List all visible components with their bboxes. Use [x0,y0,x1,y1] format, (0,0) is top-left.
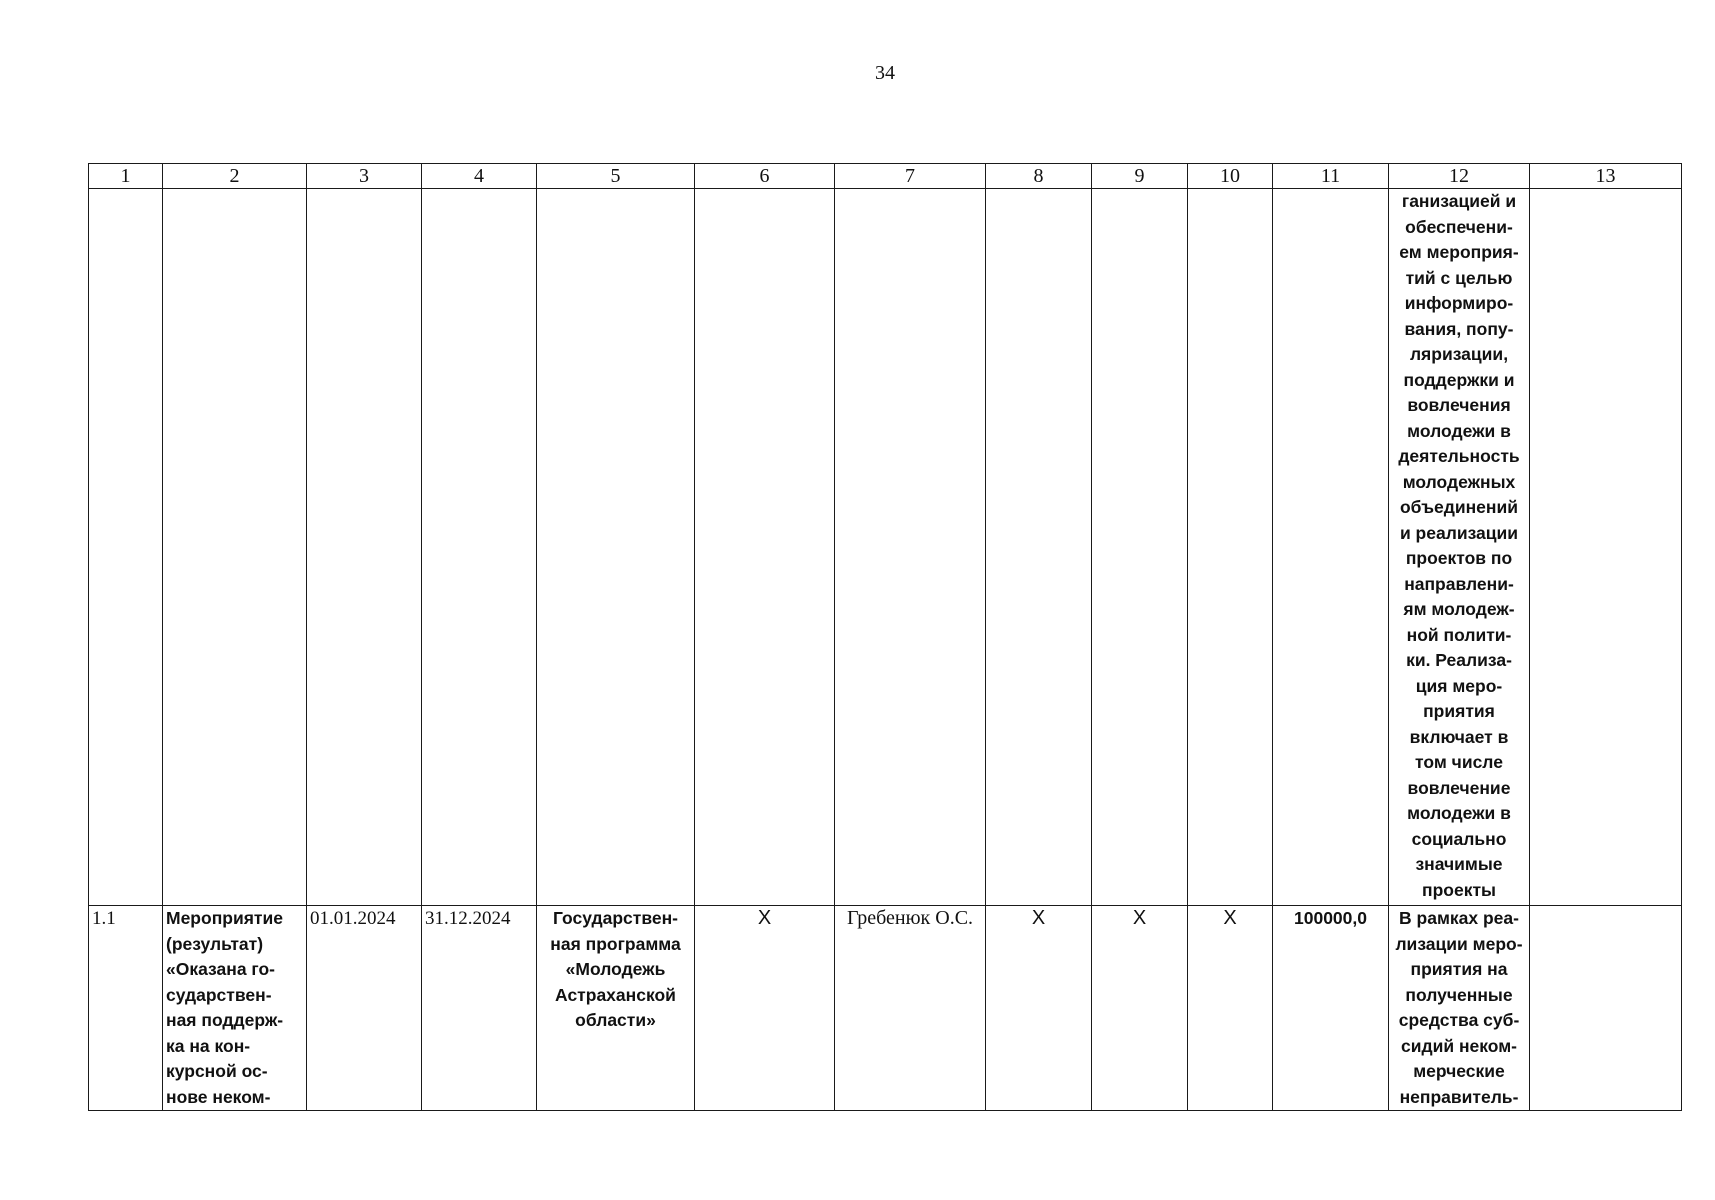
cell-empty [695,189,835,906]
cell-empty [986,189,1092,906]
responsible-cell: Гребенюк О.С. [835,906,986,1111]
column-header-12: 12 [1389,164,1530,189]
text-line: полученные [1405,984,1513,1005]
text-line: ная поддерж- [166,1010,284,1030]
cell-empty [1188,189,1273,906]
text-line: Астраханской [555,984,676,1005]
column-header-2: 2 [163,164,307,189]
text-line: значимые [1415,854,1503,874]
text-line: ной полити- [1406,624,1512,645]
text-line: ки. Реализа- [1406,650,1512,670]
item-number-cell: 1.1 [89,906,163,1111]
text-line: вания, попу- [1404,318,1514,339]
text-line: сидий неком- [1400,1035,1518,1056]
text-line: ка на кон- [166,1035,251,1056]
text-line: включает в [1409,726,1509,747]
col9-mark-cell: X [1092,906,1188,1111]
cell-empty [835,189,986,906]
text-line: «Молодежь [565,959,666,979]
text-line: курсной ос- [166,1061,268,1081]
item-name-cell [163,906,307,1111]
text-line: проекты [1422,879,1496,900]
start-date-cell: 01.01.2024 [307,906,422,1111]
text-line: лизации меро- [1395,933,1523,954]
column-header-1: 1 [89,164,163,189]
column-header-10: 10 [1188,164,1273,189]
amount-cell: 100000,0 [1273,906,1389,1111]
col8-mark-cell: X [986,906,1092,1111]
text-line: ям молодеж- [1403,599,1515,619]
text-line: приятия [1423,701,1495,721]
col13-cell [1530,906,1682,1111]
column-header-7: 7 [835,164,986,189]
cell-empty [422,189,537,906]
column-header-4: 4 [422,164,537,189]
program-cell [537,906,695,1111]
text-line: молодежи в [1407,803,1511,823]
text-line: неправитель- [1399,1086,1519,1107]
text-line: нове неком- [166,1086,271,1107]
text-line: ция меро- [1415,675,1503,696]
text-line: направлени- [1404,573,1514,594]
column-header-6: 6 [695,164,835,189]
text-line: приятия на [1410,959,1508,979]
cell-empty [307,189,422,906]
text-line: молодежных [1402,471,1516,492]
page-number: 34 [875,62,895,84]
text-line: В рамках реа- [1399,908,1519,928]
text-line: молодежи в [1407,420,1511,441]
continuation-description-cell [1389,189,1530,906]
text-line: вовлечения [1407,395,1511,415]
column-header-3: 3 [307,164,422,189]
text-line: Мероприятие [166,908,283,928]
cell-empty [537,189,695,906]
program-table [88,163,1682,1111]
text-line: том числе [1415,752,1503,772]
column-header-13: 13 [1530,164,1682,189]
text-line: поддержки и [1403,369,1515,390]
continuation-row [89,189,1682,906]
text-line: ляризации, [1409,344,1509,364]
cell-empty [1092,189,1188,906]
text-line: тий с целью [1405,267,1513,288]
cell-empty [89,189,163,906]
item-row-1-1 [89,906,1682,1111]
col10-mark-cell: X [1188,906,1273,1111]
text-line: объединений [1399,497,1518,517]
text-line: обеспечени- [1405,216,1513,237]
column-number-row [89,164,1682,189]
text-line: социально [1411,828,1507,849]
text-line: средства суб- [1398,1010,1520,1030]
text-line: области» [575,1010,656,1030]
text-line: Государствен- [552,908,679,928]
column-header-8: 8 [986,164,1092,189]
text-line: мерческие [1413,1061,1505,1081]
column-header-5: 5 [537,164,695,189]
text-line: и реализации [1399,522,1519,543]
text-line: ная программа [550,933,681,954]
text-line: проектов по [1405,548,1513,568]
col6-mark-cell: X [695,906,835,1111]
text-line: (результат) [166,933,264,954]
end-date-cell: 31.12.2024 [422,906,537,1111]
cell-empty [1530,189,1682,906]
text-line: деятельность [1398,446,1520,466]
text-line: ганизацией и [1401,191,1517,211]
text-line: «Оказана го- [166,959,275,979]
text-line: вовлечение [1407,777,1511,798]
column-header-11: 11 [1273,164,1389,189]
text-line: информиро- [1404,293,1514,313]
cell-empty [1273,189,1389,906]
cell-empty [163,189,307,906]
item-description-cell [1389,906,1530,1111]
text-line: ем мероприя- [1399,242,1519,262]
column-header-9: 9 [1092,164,1188,189]
text-line: сударствен- [166,984,272,1005]
